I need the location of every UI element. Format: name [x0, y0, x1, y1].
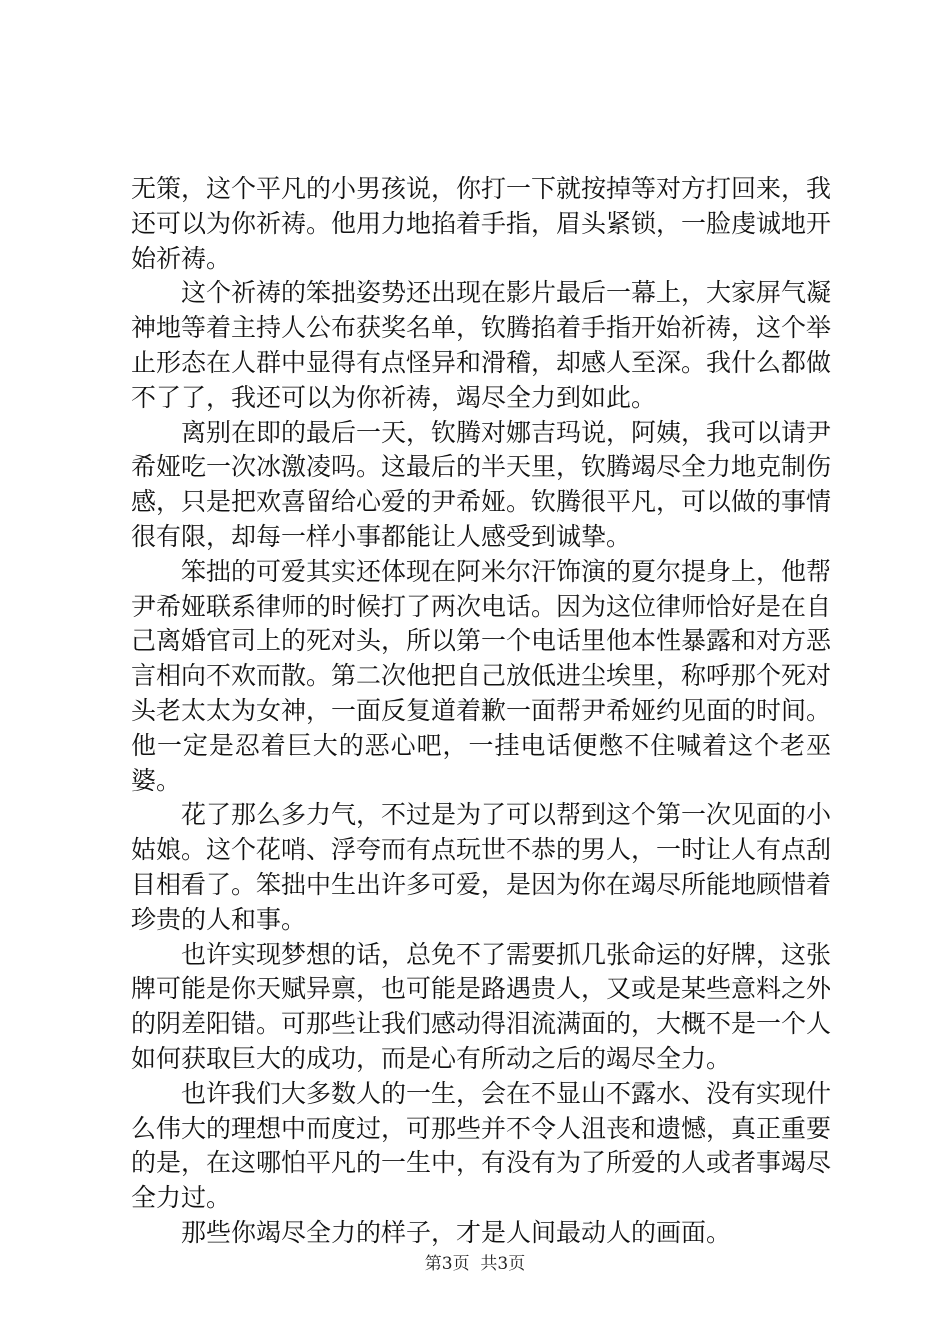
page-footer	[0, 1253, 950, 1275]
body-text	[131, 172, 831, 1251]
paragraph-5: 花了那么多力气，不过是为了可以帮到这个第一次见面的小姑娘。这个花哨、浮夸而有点玩世不恭的男人，一时让人有点刮目相看了。笨拙中生出许多可爱，是因为你在竭尽所能地顾惜着珍贵的人和事。	[131, 800, 832, 934]
paragraph-4: 笨拙的可爱其实还体现在阿米尔汗饰演的夏尔提身上，他帮尹希娅联系律师的时候打了两次电话。因为这位律师恰好是在自己离婚官司上的死对头，所以第一个电话里他本性暴露和对方恶言相向不欢而散。第二次他把自己放低进尘埃里，称呼那个死对头老太太为女神，一面反复道着歉一面帮尹希娅约见面的时间。他一定是忍着巨大的恶心吧，一挂电话便憋不住喊着这个老巫婆。	[131, 556, 832, 795]
paragraph-1: 无策，这个平凡的小男孩说，你打一下就按掉等对方打回来，我还可以为你祈祷。他用力地掐着手指，眉头紧锁，一脸虔诚地开始祈祷。	[131, 174, 832, 273]
paragraph-7: 也许我们大多数人的一生，会在不显山不露水、没有实现什么伟大的理想中而度过，可那些并不令人沮丧和遗憾，真正重要的是，在这哪怕平凡的一生中，有没有为了所爱的人或者事竭尽全力过。	[131, 1078, 832, 1213]
paragraph-8: 那些你竭尽全力的样子，才是人间最动人的画面。	[181, 1217, 732, 1247]
paragraph-3: 离别在即的最后一天，钦腾对娜吉玛说，阿姨，我可以请尹希娅吃一次冰激凌吗。这最后的半天里，钦腾竭尽全力地克制伤感，只是把欢喜留给心爱的尹希娅。钦腾很平凡，可以做的事情很有限，却每一样小事都能让人感受到诚挚。	[131, 417, 832, 551]
paragraph-2: 这个祈祷的笨拙姿势还出现在影片最后一幕上，大家屏气凝神地等着主持人公布获奖名单，钦腾掐着手指开始祈祷，这个举止形态在人群中显得有点怪异和滑稽，却感人至深。我什么都做不了了，我还可以为你祈祷，竭尽全力到如此。	[131, 278, 832, 412]
paragraph-6: 也许实现梦想的话，总免不了需要抓几张命运的好牌，这张牌可能是你天赋异禀，也可能是路遇贵人，又或是某些意料之外的阴差阳错。可那些让我们感动得泪流满面的，大概不是一个人如何获取巨大的成功，而是心有所动之后的竭尽全力。	[131, 939, 832, 1073]
page-number: 第3页 共3页	[424, 1254, 526, 1274]
